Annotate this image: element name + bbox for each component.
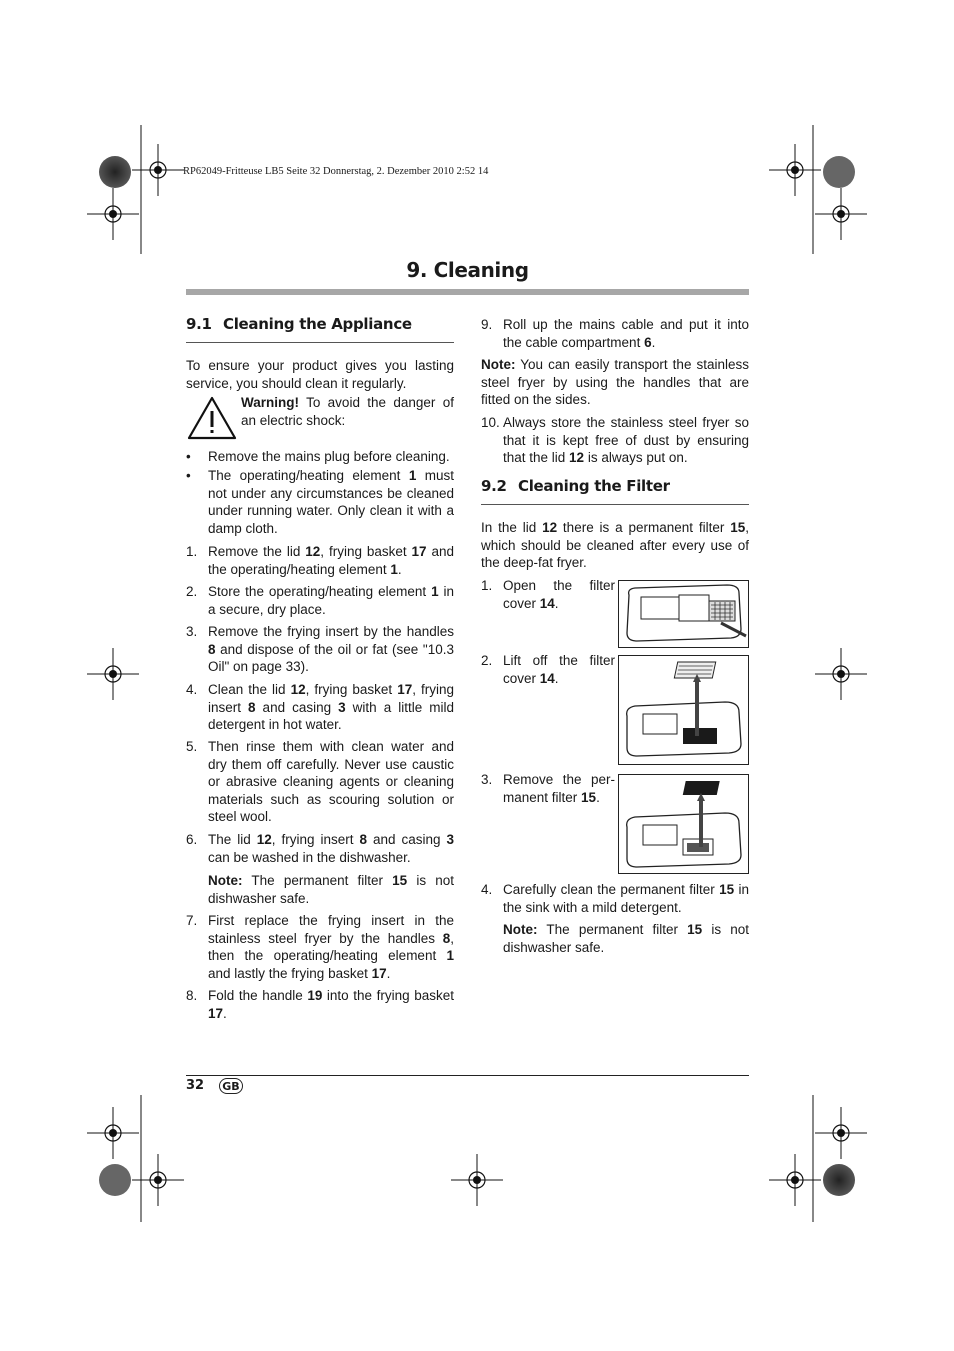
section-rule: [186, 342, 454, 343]
page-title: 9. Cleaning: [406, 258, 529, 282]
figure-open-filter-cover: [618, 580, 749, 648]
footer-rule: [186, 1075, 749, 1076]
note-paragraph: Note: The permanent filter 15 is not dishwasher safe.: [503, 922, 749, 955]
figure-remove-permanent-filter: [618, 774, 749, 874]
section-heading-9-1: 9.1 Cleaning the Appliance: [186, 315, 412, 333]
registration-dot: [823, 156, 855, 188]
section-heading-9-2: 9.2 Cleaning the Filter: [481, 477, 670, 495]
note-paragraph: Note: You can easily transport the stainless steel fryer by using the handles that are fitted on the sides.: [481, 357, 749, 408]
registration-dot: [99, 1164, 131, 1196]
section-rule: [481, 504, 749, 505]
language-badge: GB: [219, 1078, 243, 1094]
intro-paragraph: In the lid 12 there is a permanent filter 15, which should be cleaned after every use of the deep-fat fryer.: [481, 520, 749, 571]
page-number: 32: [186, 1078, 205, 1093]
registration-dot: [99, 156, 131, 188]
print-slug: RP62049-Fritteuse LB5 Seite 32 Donnerstag, 2. Dezember 2010 2:52 14: [183, 166, 489, 177]
note-paragraph: Note: The permanent filter 15 is not dishwasher safe.: [208, 873, 454, 906]
title-bar: [186, 289, 749, 295]
figure-lift-filter-cover: [618, 655, 749, 765]
warning-triangle-icon: [186, 395, 238, 441]
registration-dot: [823, 1164, 855, 1196]
warning-text: Warning! To avoid the danger of an electric shock:: [241, 395, 454, 428]
intro-paragraph: To ensure your product gives you lasting service, you should clean it regularly.: [186, 358, 454, 391]
